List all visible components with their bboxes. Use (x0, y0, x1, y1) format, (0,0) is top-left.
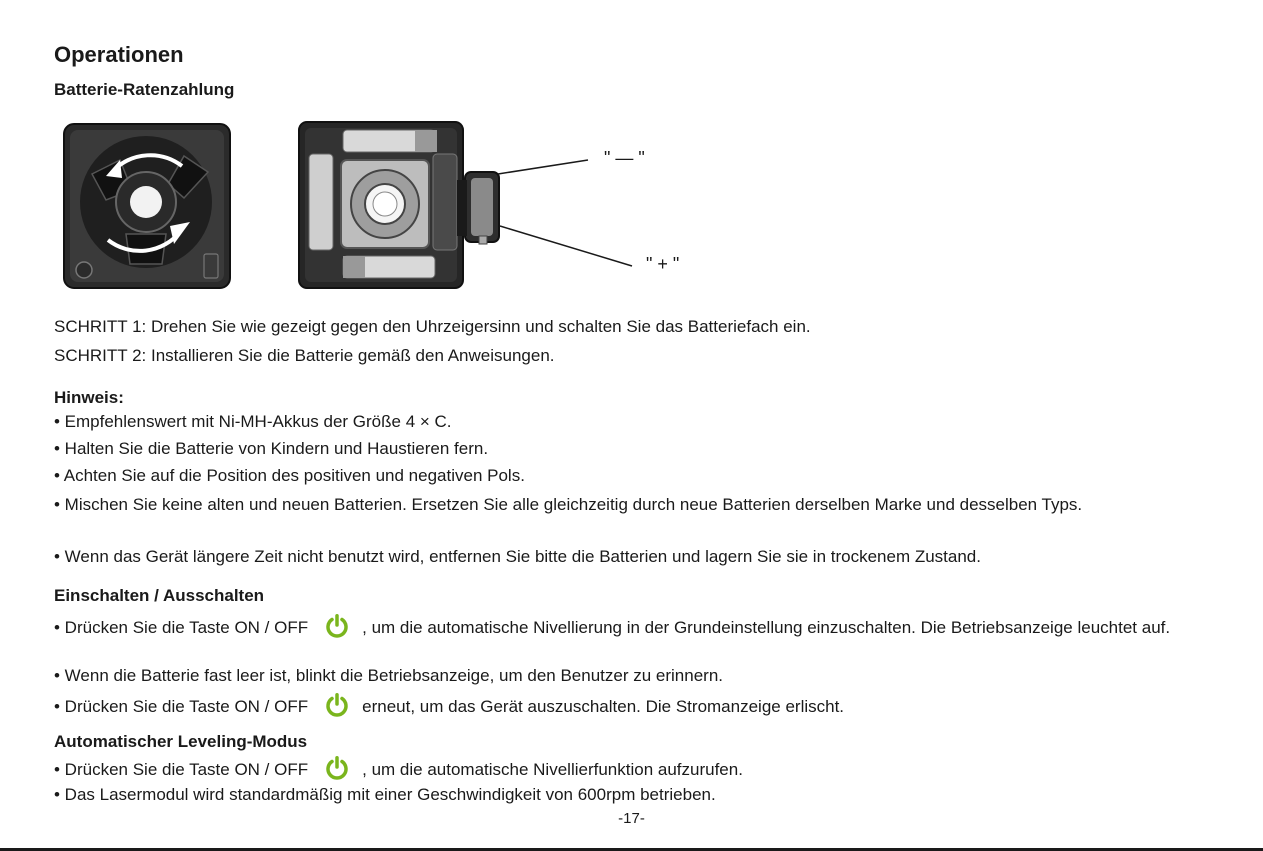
battery-heading: Batterie-Ratenzahlung (54, 80, 235, 99)
battery-cover-illustration (62, 122, 234, 292)
power-icon (322, 614, 352, 638)
leveling-item-1-text-after: , um die automatische Nivellierfunktion aufzurufen. (362, 760, 743, 779)
note-item: • Halten Sie die Batterie von Kindern und Haustieren fern. (54, 439, 489, 458)
negative-pole-label: " — " (604, 148, 645, 168)
leveling-heading: Automatischer Leveling-Modus (54, 732, 308, 751)
leveling-item-1-text-before: • Drücken Sie die Taste ON / OFF (54, 760, 309, 779)
positive-pole-label: " + " (646, 254, 680, 274)
power-icon (322, 756, 352, 780)
power-item-1-text-before: • Drücken Sie die Taste ON / OFF (54, 618, 309, 637)
note-item: • Wenn das Gerät längere Zeit nicht benutzt wird, entfernen Sie bitte die Batterien und lagern Sie sie in trockenem Zustand. (54, 547, 981, 566)
note-item: • Achten Sie auf die Position des positiven und negativen Pols. (54, 466, 525, 485)
power-item-3-text-before: • Drücken Sie die Taste ON / OFF (54, 697, 309, 716)
note-item: • Empfehlenswert mit Ni-MH-Akkus der Größe 4 × C. (54, 412, 452, 431)
page-number: -17- (618, 810, 645, 827)
battery-compartment-illustration (297, 120, 513, 290)
power-icon (322, 693, 352, 717)
power-item-3-text-after: erneut, um das Gerät auszuschalten. Die Stromanzeige erlischt. (362, 697, 845, 716)
power-item-3 (54, 693, 844, 718)
note-heading: Hinweis: (54, 388, 124, 407)
step-2: SCHRITT 2: Installieren Sie die Batterie gemäß den Anweisungen. (54, 346, 555, 365)
power-item-1-text-after: , um die automatische Nivellierung in der Grundeinstellung einzuschalten. Die Betriebsanzeige leuchtet auf. (362, 618, 1171, 637)
power-heading: Einschalten / Ausschalten (54, 586, 265, 605)
page-title: Operationen (54, 42, 184, 67)
step-1: SCHRITT 1: Drehen Sie wie gezeigt gegen den Uhrzeigersinn und schalten Sie das Batteriefach ein. (54, 317, 811, 336)
power-item-2: • Wenn die Batterie fast leer ist, blinkt die Betriebsanzeige, um den Benutzer zu erinnern. (54, 666, 724, 685)
leveling-item-2: • Das Lasermodul wird standardmäßig mit einer Geschwindigkeit von 600rpm betrieben. (54, 785, 716, 804)
note-item: • Mischen Sie keine alten und neuen Batterien. Ersetzen Sie alle gleichzeitig durch neue Batterien derselben Marke und desselben Typs. (54, 495, 1083, 514)
leveling-item-1 (54, 756, 743, 781)
power-item-1 (54, 614, 1224, 639)
